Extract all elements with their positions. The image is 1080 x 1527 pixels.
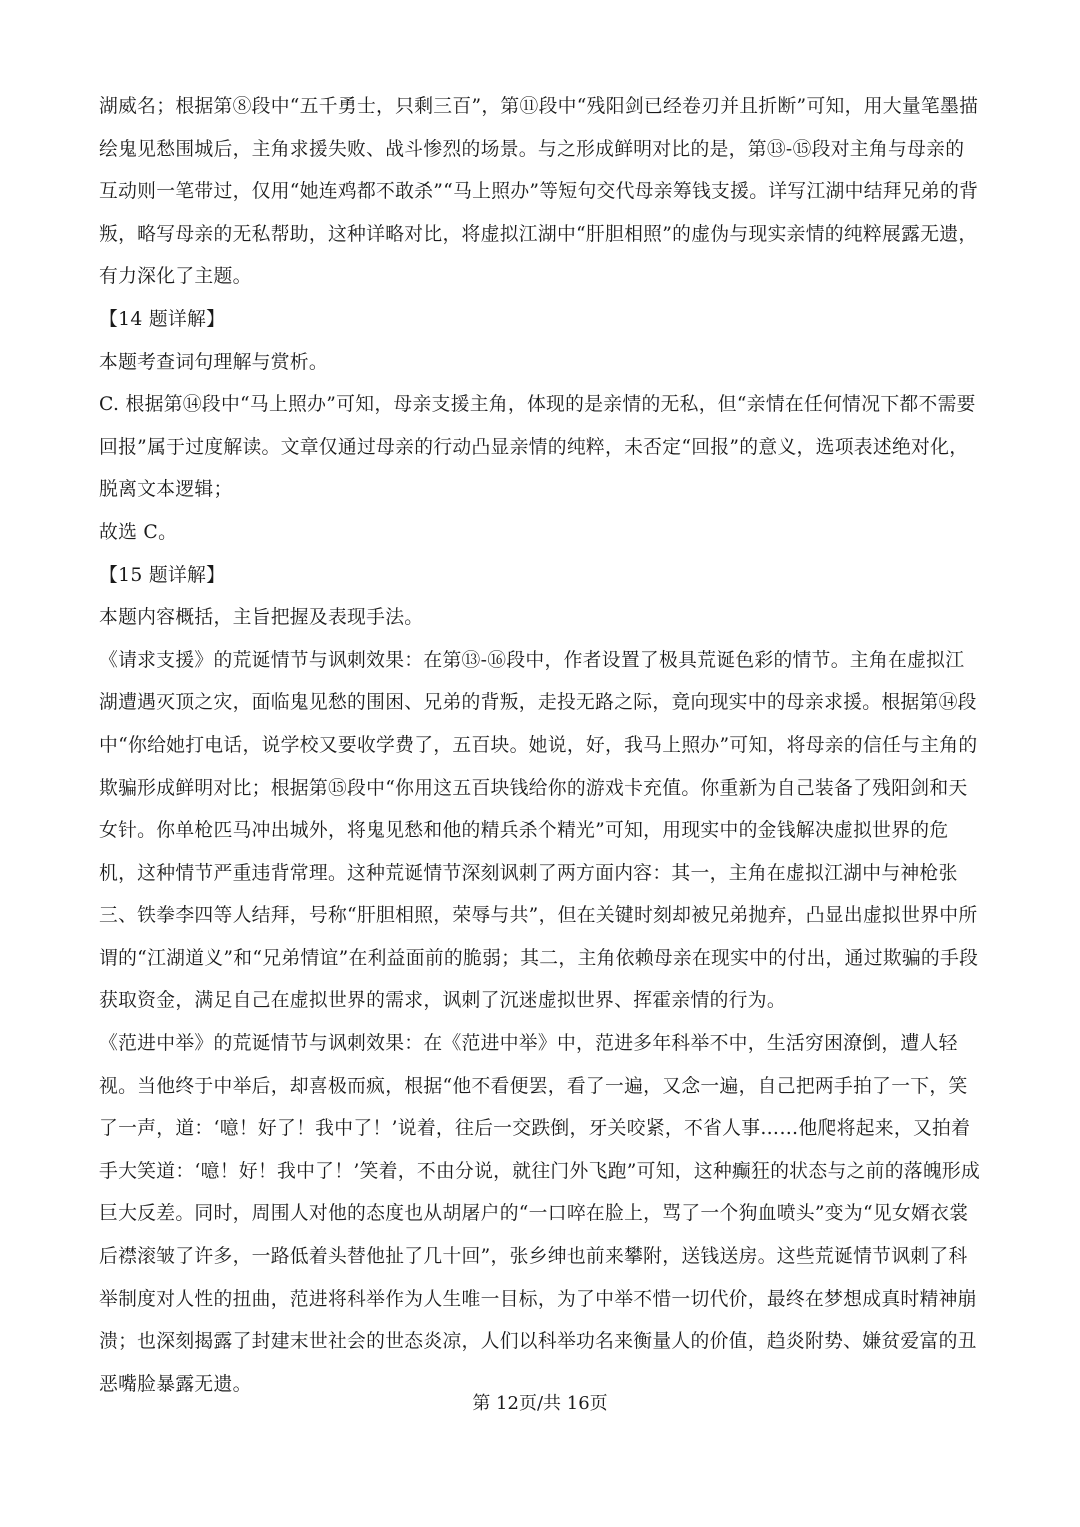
page-footer: 第 12页/共 16页 <box>472 1393 608 1414</box>
paragraph-q13-analysis: 湖威名；根据第⑧段中“五千勇士，只剩三百”，第⑪段中“残阳剑已经卷刃并且折断”可知，用大量笔墨描绘鬼见愁围城后，主角求援失败、战斗惨烈的场景。与之形成鲜明对比的是，第⑬-⑮段对主角与母亲的互动则一笔带过，仅用“她连鸡都不敢杀”“马上照办”等短句交代母亲筹钱支援。详写江湖中结拜兄弟的背叛，略写母亲的无私帮助，这种详略对比，将虚拟江湖中“肝胆相照”的虚伪与现实亲情的纯粹展露无遗，有力深化了主题。 <box>99 96 979 288</box>
document-body <box>99 86 983 1406</box>
paragraph-q15-qingqiu-zhiyuan: 《请求支援》的荒诞情节与讽刺效果：在第⑬-⑯段中，作者设置了极具荒诞色彩的情节。主角在虚拟江湖遭遇灭顶之灾，面临鬼见愁的围困、兄弟的背叛，走投无路之际，竟向现实中的母亲求援。根据第⑭段中“你给她打电话，说学校又要收学费了，五百块。她说，好，我马上照办”可知，将母亲的信任与主角的欺骗形成鲜明对比；根据第⑮段中“你用这五百块钱给你的游戏卡充值。你重新为自己装备了残阳剑和天女针。你单枪匹马冲出城外，将鬼见愁和他的精兵杀个精光”可知，用现实中的金钱解决虚拟世界的危机，这种情节严重违背常理。这种荒诞情节深刻讽刺了两方面内容：其一，主角在虚拟江湖中与神枪张三、铁拳李四等人结拜，号称“肝胆相照，荣辱与共”，但在关键时刻却被兄弟抛弃，凸显出虚拟世界中所谓的“江湖道义”和“兄弟情谊”在利益面前的脆弱；其二，主角依赖母亲在现实中的付出，通过欺骗的手段获取资金，满足自己在虚拟世界的需求，讽刺了沉迷虚拟世界、挥霍亲情的行为。 <box>99 649 979 1012</box>
paragraph-q14-answer: 故选 C。 <box>99 521 178 543</box>
paragraph-q14-intro: 本题考查词句理解与赏析。 <box>99 351 328 373</box>
heading-q15-detail: 【15 题详解】 <box>99 564 226 586</box>
paragraph-q15-fanjin-zhongju: 《范进中举》的荒诞情节与讽刺效果：在《范进中举》中，范进多年科举不中，生活穷困潦倒，遭人轻视。当他终于中举后，却喜极而疯，根据“他不看便罢，看了一遍，又念一遍，自己把两手拍了一下，笑了一声，道：‘噫！好了！我中了！’说着，往后一交跌倒，牙关咬紧，不省人事……他爬将起来，又拍着手大笑道：‘噫！好！我中了！’笑着，不由分说，就往门外飞跑”可知，这种癫狂的状态与之前的落魄形成巨大反差。同时，周围人对他的态度也从胡屠户的“一口啐在脸上，骂了一个狗血喷头”变为“见女婿衣裳后襟滚皱了许多，一路低着头替他扯了几十回”，张乡绅也前来攀附，送钱送房。这些荒诞情节讽刺了科举制度对人性的扭曲，范进将科举作为人生唯一目标，为了中举不惜一切代价，最终在梦想成真时精神崩溃；也深刻揭露了封建末世社会的世态炎凉，人们以科举功名来衡量人的价值，趋炎附势、嫌贫爱富的丑恶嘴脸暴露无遗。 <box>99 1033 981 1395</box>
paragraph-q14-analysis: C. 根据第⑭段中“马上照办”可知，母亲支援主角，体现的是亲情的无私，但“亲情在任何情况下都不需要回报”属于过度解读。文章仅通过母亲的行动凸显亲情的纯粹，未否定“回报”的意义，选项表述绝对化，脱离文本逻辑； <box>99 394 976 501</box>
paragraph-q15-intro: 本题内容概括，主旨把握及表现手法。 <box>99 607 424 629</box>
heading-q14-detail: 【14 题详解】 <box>99 308 226 330</box>
